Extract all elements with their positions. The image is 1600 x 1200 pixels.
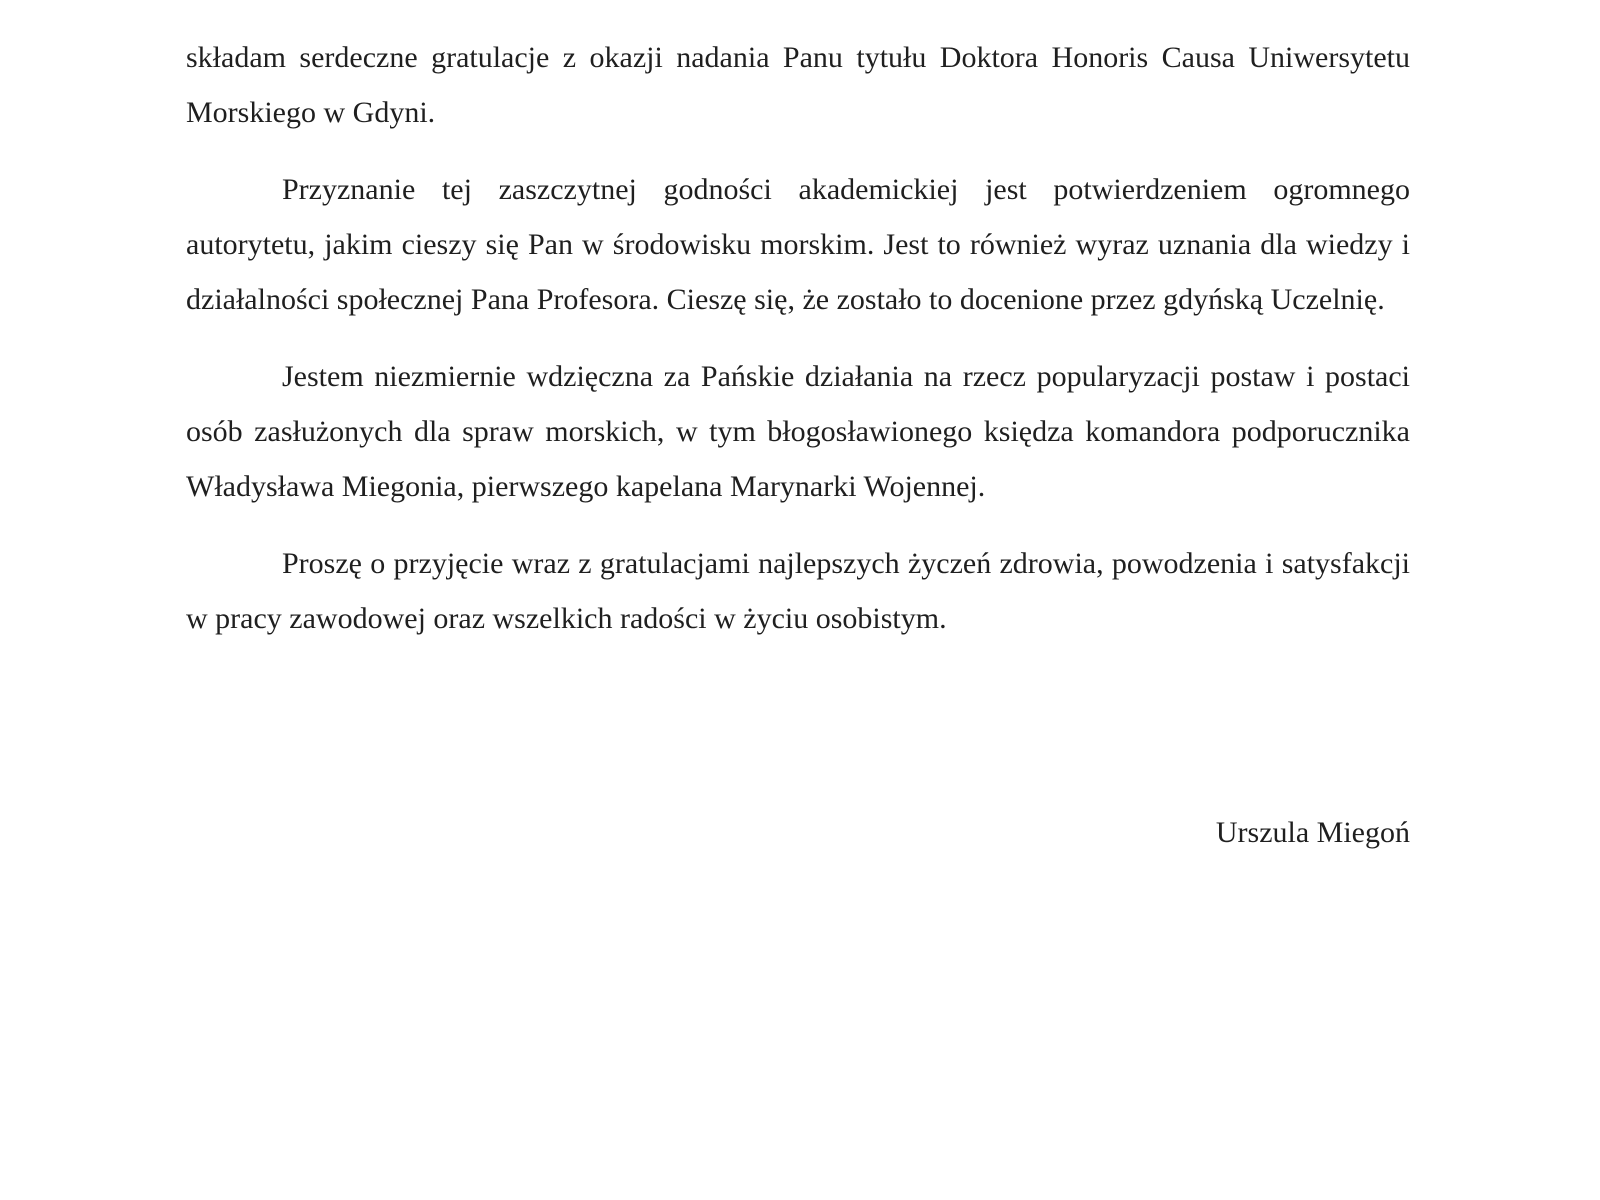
paragraph-wishes: Proszę o przyjęcie wraz z gratulacjami najlepszych życzeń zdrowia, powodzenia i satysfakcji w pracy zawodowej oraz wszelkich radości w życiu osobistym.	[186, 547, 1410, 635]
paragraph-recognition: Przyznanie tej zaszczytnej godności akademickiej jest potwierdzeniem ogromnego autorytetu, jakim cieszy się Pan w środowisku morskim. Jest to również wyraz uznania dla wiedzy i działalności społecznej Pana Profesora. Cieszę się, że zostało to docenione przez gdyńską Uczelnię.	[186, 173, 1410, 316]
paragraph-gratitude: Jestem niezmiernie wdzięczna za Pańskie działania na rzecz popularyzacji postaw i postaci osób zasłużonych dla spraw morskich, w tym błogosławionego księdza komandora podporucznika Władysława Miegonia, pierwszego kapelana Marynarki Wojennej.	[186, 360, 1410, 503]
paragraph-congratulations: składam serdeczne gratulacje z okazji nadania Panu tytułu Doktora Honoris Causa Uniwersytetu Morskiego w Gdyni.	[186, 41, 1410, 129]
signature: Urszula Miegoń	[1215, 816, 1410, 849]
letter-body	[186, 30, 1410, 668]
